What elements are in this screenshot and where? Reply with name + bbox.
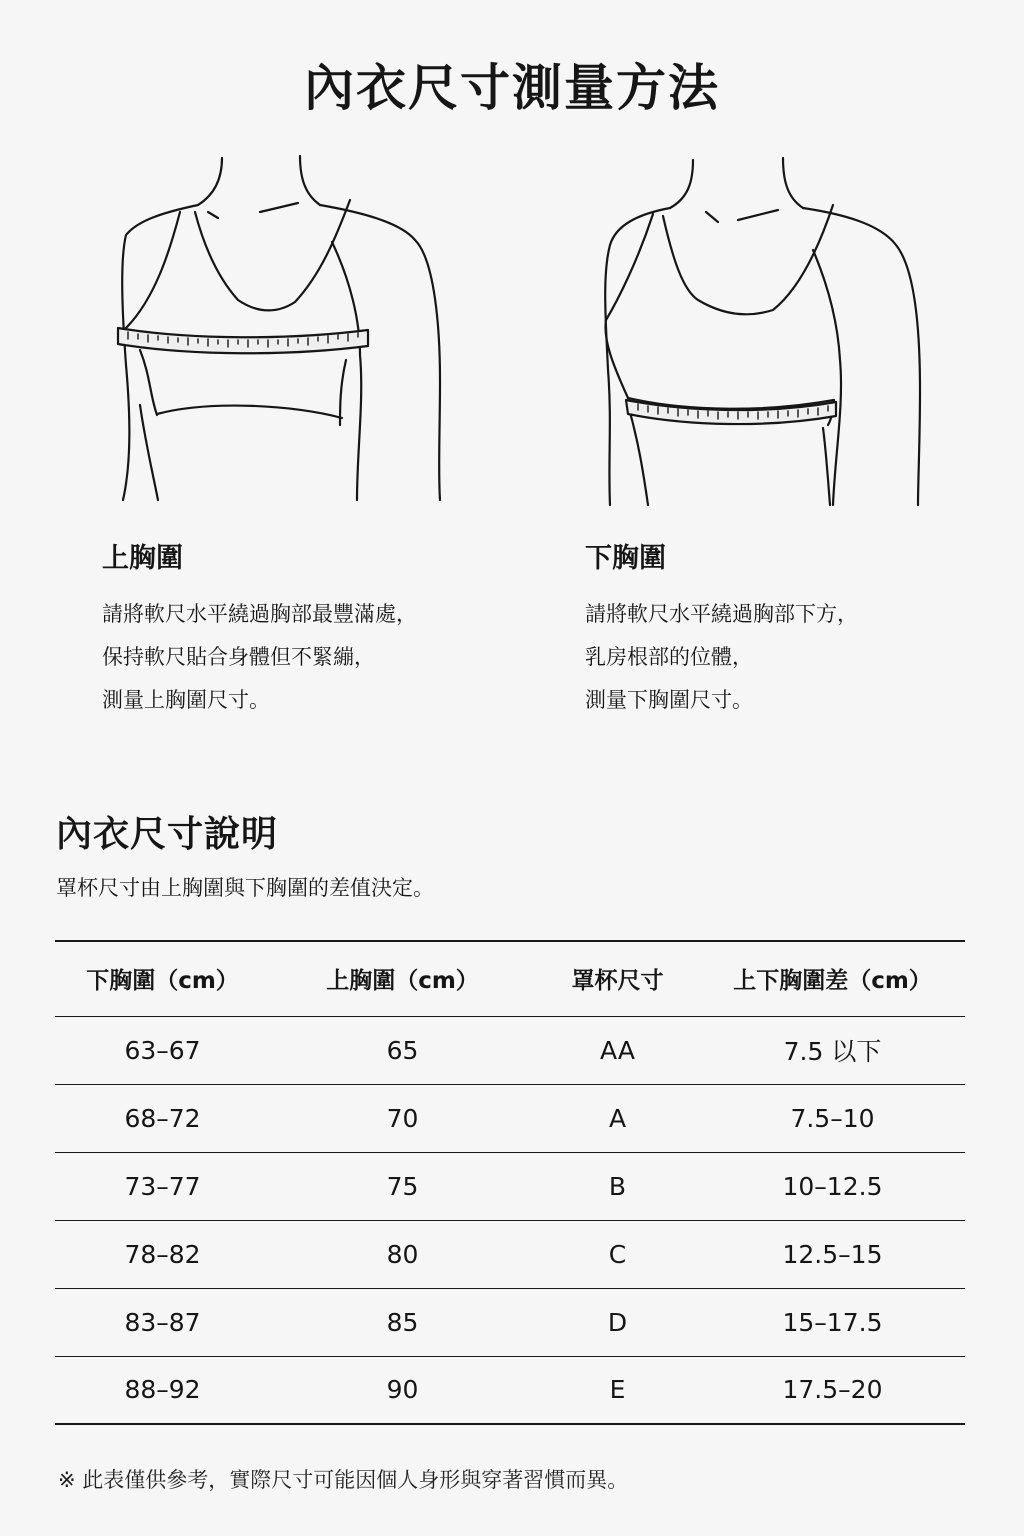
cell-difference: 7.5–10 xyxy=(700,1084,965,1152)
header-difference: 上下胸圍差（cm） xyxy=(700,941,965,1016)
table-row xyxy=(55,1152,965,1220)
upper-bust-line: 請將軟尺水平繞過胸部最豐滿處， xyxy=(102,602,417,626)
cell-difference: 7.5 以下 xyxy=(700,1016,965,1084)
cell-upper-bust: 70 xyxy=(270,1084,535,1152)
cell-upper-bust: 65 xyxy=(270,1016,535,1084)
cell-difference: 17.5–20 xyxy=(700,1356,965,1424)
cell-upper-bust: 80 xyxy=(270,1220,535,1288)
cell-cup-size: AA xyxy=(535,1016,700,1084)
cell-under-bust: 63–67 xyxy=(55,1016,270,1084)
cell-cup-size: E xyxy=(535,1356,700,1424)
cell-cup-size: C xyxy=(535,1220,700,1288)
upper-bust-line: 測量上胸圍尺寸。 xyxy=(102,688,270,712)
cell-upper-bust: 85 xyxy=(270,1288,535,1356)
under-bust-section xyxy=(585,536,858,722)
header-upper-bust: 上胸圍（cm） xyxy=(270,941,535,1016)
cell-cup-size: D xyxy=(535,1288,700,1356)
cell-under-bust: 88–92 xyxy=(55,1356,270,1424)
under-bust-line: 測量下胸圍尺寸。 xyxy=(585,688,753,712)
cell-under-bust: 73–77 xyxy=(55,1152,270,1220)
table-row xyxy=(55,1220,965,1288)
cell-under-bust: 83–87 xyxy=(55,1288,270,1356)
cell-under-bust: 68–72 xyxy=(55,1084,270,1152)
cell-difference: 10–12.5 xyxy=(700,1152,965,1220)
upper-bust-description xyxy=(102,593,417,722)
cell-upper-bust: 75 xyxy=(270,1152,535,1220)
under-bust-line: 乳房根部的位體， xyxy=(585,645,753,669)
under-bust-title: 下胸圍 xyxy=(585,543,666,574)
upper-bust-section xyxy=(102,536,417,722)
size-section-subtitle: 罩杯尺寸由上胸圍與下胸圍的差值決定。 xyxy=(56,876,434,900)
table-row xyxy=(55,1084,965,1152)
cell-upper-bust: 90 xyxy=(270,1356,535,1424)
cell-difference: 15–17.5 xyxy=(700,1288,965,1356)
cell-cup-size: B xyxy=(535,1152,700,1220)
size-table xyxy=(55,940,965,1425)
header-under-bust: 下胸圍（cm） xyxy=(55,941,270,1016)
upper-bust-line: 保持軟尺貼合身體但不緊繃， xyxy=(102,645,375,669)
under-bust-description xyxy=(585,593,858,722)
header-cup-size: 罩杯尺寸 xyxy=(535,941,700,1016)
cell-difference: 12.5–15 xyxy=(700,1220,965,1288)
upper-bust-measurement-illustration xyxy=(110,150,450,510)
table-row xyxy=(55,1016,965,1084)
cell-cup-size: A xyxy=(535,1084,700,1152)
footnote: ※ 此表僅供參考，實際尺寸可能因個人身形與穿著習慣而異。 xyxy=(58,1468,629,1492)
size-section-title: 內衣尺寸說明 xyxy=(56,814,279,855)
under-bust-line: 請將軟尺水平繞過胸部下方， xyxy=(585,602,858,626)
cell-under-bust: 78–82 xyxy=(55,1220,270,1288)
under-bust-measurement-illustration xyxy=(598,150,928,510)
page-title: 內衣尺寸測量方法 xyxy=(304,59,720,117)
table-row xyxy=(55,1356,965,1424)
upper-bust-title: 上胸圍 xyxy=(102,543,183,574)
table-header-row xyxy=(55,941,965,1016)
table-row xyxy=(55,1288,965,1356)
